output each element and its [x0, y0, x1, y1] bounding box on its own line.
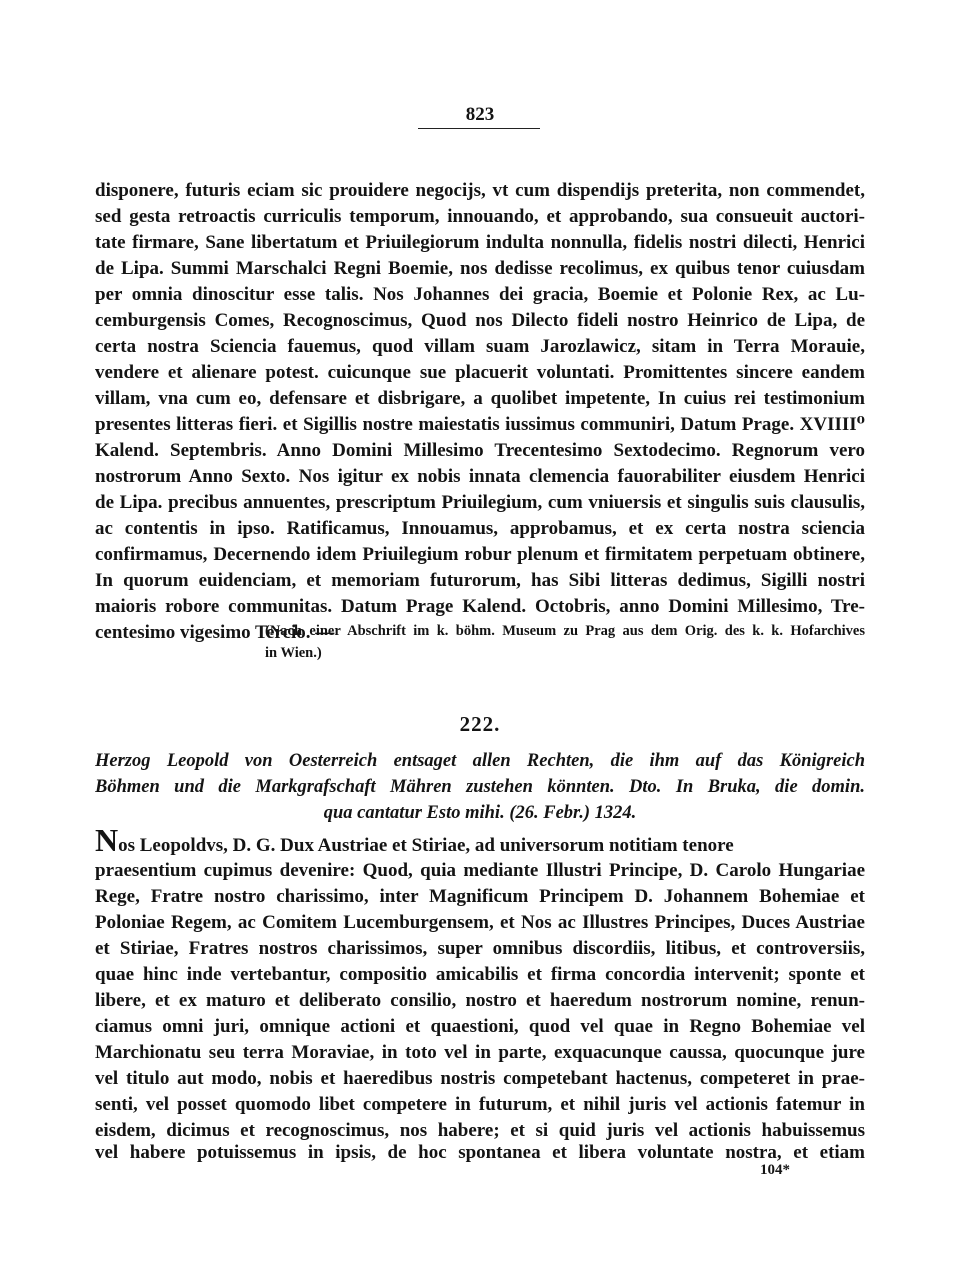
text-line: Kalend. Septembris. Anno Domini Millesimo Trecentesimo Sextodecimo. Regnorum vero [95, 440, 865, 461]
initial-letter: N [95, 830, 119, 858]
text-line: Rege, Fratre nostro charissimo, inter Magnificum Principem D. Johannem Bohemiae et [95, 886, 865, 907]
text-line: centesimo vigesimo Tercio. — [95, 622, 335, 643]
text-line: quae hinc inde vertebantur, compositio amicabilis et firma concordia intervenit; sponte et [95, 964, 865, 985]
text-line: Marchionatu seu terra Moraviae, in toto vel in parte, exquacunque caussa, quocunque jure [95, 1042, 865, 1063]
source-note-line: (Nach einer Abschrift im k. böhm. Museum zu Prag aus dem Orig. des k. k. Hofarchives [265, 623, 865, 639]
text-line: tate firmare, Sane libertatum et Priuilegiorum indulta nonnulla, fidelis nostri dilecti, Henrici [95, 232, 865, 253]
text-line: In quorum euidenciam, et memoriam futurorum, has Sibi litteras dedimus, Sigilli nostri [95, 570, 865, 591]
document-number: 222. [459, 712, 501, 736]
signature-mark: 104* [760, 1162, 790, 1178]
text-line: de Lipa. Summi Marschalci Regni Boemie, nos dedisse recolimus, ex quibus tenor cuiusdam [95, 258, 865, 279]
first-line-text: os Leopoldvs, D. G. Dux Austriae et Stiriae, ad universorum notitiam tenore [118, 835, 734, 856]
page-number-rule [418, 128, 540, 129]
text-line: cemburgensis Comes, Recognoscimus, Quod nos Dilecto fideli nostro Heinrico de Lipa, de [95, 310, 865, 331]
text-line: praesentium cupimus devenire: Quod, quia mediante Illustri Principe, D. Carolo Hungariae [95, 860, 865, 881]
text-line: Poloniae Regem, ac Comitem Lucemburgensem, et Nos ac Illustres Principes, Duces Austriae [95, 912, 865, 933]
text-line: ac contentis in ipso. Ratificamus, Innouamus, approbamus, et ex certa nostra sciencia [95, 518, 865, 539]
text-line: de Lipa. precibus annuentes, prescriptum Priuilegium, cum vniuersis et singulis suis clausulis, [95, 492, 865, 513]
text-line: ciamus omni juri, omnique actioni et quaestioni, quod vel quae in Regno Bohemiae vel [95, 1016, 865, 1037]
text-line: maioris robore communitas. Datum Prage Kalend. Octobris, anno Domini Millesimo, Tre- [95, 596, 865, 617]
text-line: confirmamus, Decernendo idem Priuilegium robur plenum et firmitatem perpetuam obtinere, [95, 544, 865, 565]
text-line: et Stiriae, Fratres nostros charissimos, super omnibus discordiis, litibus, et controversiis, [95, 938, 865, 959]
text-line: nostrorum Anno Sexto. Nos igitur ex nobis innata clemencia fauorabiliter eiusdem Henrici [95, 466, 865, 487]
text-line: presentes litteras fieri. et Sigillis nostre maiestatis iussimus communiri, Datum Prage. XVIIII⁰ [95, 414, 865, 435]
text-line: certa nostra Sciencia fauemus, quod villam suam Jarozlawicz, sitam in Terra Morauie, [95, 336, 865, 357]
source-note-line: in Wien.) [265, 645, 322, 661]
text-line: vendere et alienare potest. cuicunque sue placuerit voluntati. Promittentes sincere eandem [95, 362, 865, 383]
text-line: disponere, futuris eciam sic prouidere negocijs, vt cum dispendijs preterita, non commendet, [95, 180, 865, 201]
first-line [95, 830, 865, 860]
text-line: vel titulo aut modo, nobis et haeredibus nostris competebant hactenus, competeret in prae- [95, 1068, 865, 1089]
heading-line: qua cantatur Esto mihi. (26. Febr.) 1324. [323, 803, 637, 823]
heading-line: Herzog Leopold von Oesterreich entsaget allen Rechten, die ihm auf das Königreich [95, 751, 865, 771]
text-line: villam, vna cum eo, defensare et disbrigare, a quolibet impetente, In cuius rei testimonium [95, 388, 865, 409]
page-number: 823 [465, 104, 495, 125]
text-line: senti, vel posset quomodo libet competere in futurum, et nihil juris vel actionis fatemur in [95, 1094, 865, 1115]
text-line: vel habere potuissemus in ipsis, de hoc spontanea et libera voluntate nostra, et etiam [95, 1142, 865, 1163]
text-line: per omnia dinoscitur esse talis. Nos Johannes dei gracia, Boemie et Polonie Rex, ac Lu- [95, 284, 865, 305]
heading-line: Böhmen und die Markgrafschaft Mähren zustehen könnten. Dto. In Bruka, die domin. [95, 777, 865, 797]
text-line: eisdem, dicimus et recognoscimus, nos habere; et si quid juris vel actionis habuissemus [95, 1120, 865, 1141]
text-line: sed gesta retroactis curriculis temporum, innouando, et approbando, sua consueuit auctori- [95, 206, 865, 227]
text-line: libere, et ex maturo et deliberato consilio, nostro et haeredum nostrorum nomine, renun- [95, 990, 865, 1011]
